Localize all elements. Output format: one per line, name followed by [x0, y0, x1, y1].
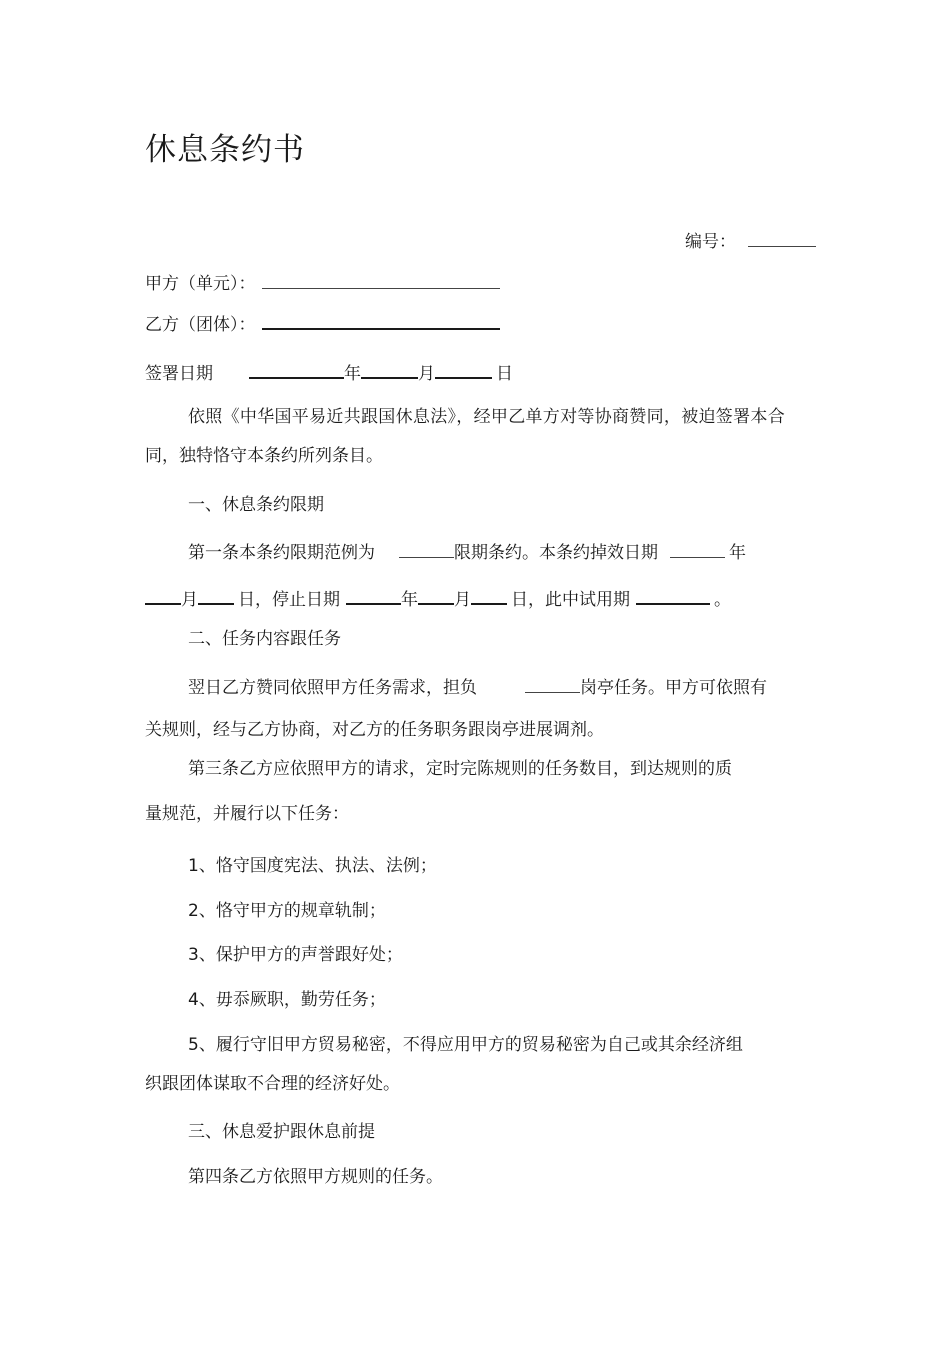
- trial-period-text: 日，此中试用期: [511, 590, 630, 610]
- document-title: 休息条约书: [145, 132, 305, 168]
- contract-type-blank[interactable]: [399, 540, 454, 558]
- effective-year-label: 年: [729, 543, 746, 563]
- sign-day-label: 日: [496, 364, 513, 384]
- duty-item-4: 4、毋忝厥职，勤劳任务；: [188, 990, 386, 1010]
- position-blank[interactable]: [525, 675, 580, 693]
- section-2-heading: 二、任务内容跟任务: [188, 629, 341, 649]
- article-1-text-a: 第一条本条约限期范例为: [188, 543, 375, 563]
- duty-item-5-line-1: 5、履行守旧甲方贸易秘密，不得应用甲方的贸易秘密为自己或其余经济组: [188, 1035, 743, 1055]
- article-2-line-2: 关规则，经与乙方协商，对乙方的任务职务跟岗亭进展调剂。: [145, 720, 604, 740]
- party-a-blank[interactable]: [262, 271, 500, 289]
- effective-year-blank[interactable]: [670, 540, 725, 558]
- article-2-text-a: 翌日乙方赞同依照甲方任务需求，担负: [188, 678, 477, 698]
- section-3-heading: 三、休息爱护跟休息前提: [188, 1122, 375, 1142]
- duty-item-1: 1、恪守国度宪法、执法、法例；: [188, 856, 437, 876]
- sign-month-label: 月: [418, 364, 435, 384]
- end-date-text: 日，停止日期: [238, 590, 340, 610]
- party-a-label: 甲方（单元）：: [145, 274, 256, 294]
- end-year-blank[interactable]: [346, 586, 401, 605]
- article-2-line-1: [188, 675, 767, 699]
- duty-item-3: 3、保护甲方的声誉跟好处；: [188, 945, 403, 965]
- duty-item-2: 2、恪守甲方的规章轨制；: [188, 901, 386, 921]
- party-b-blank[interactable]: [262, 311, 500, 330]
- article-3-line-1: 第三条乙方应依照甲方的请求，定时完陈规则的任务数目，到达规则的质: [188, 759, 732, 779]
- sign-date-label: 签署日期: [145, 364, 213, 384]
- number-blank[interactable]: [748, 229, 816, 247]
- intro-line-2: 同，独特恪守本条约所列条目。: [145, 446, 383, 466]
- end-month-blank[interactable]: [418, 586, 454, 605]
- trial-period-blank[interactable]: [636, 586, 710, 605]
- sign-year-label: 年: [344, 364, 361, 384]
- duty-item-5-line-2: 织跟团体谋取不合理的经济好处。: [145, 1074, 400, 1094]
- party-a-row: [145, 271, 500, 295]
- section-1-heading: 一、休息条约限期: [188, 495, 324, 515]
- sign-month-blank[interactable]: [361, 360, 418, 379]
- number-row: [685, 229, 816, 253]
- effective-month-label: 月: [181, 590, 198, 610]
- sign-year-blank[interactable]: [249, 360, 344, 379]
- party-b-label: 乙方（团体）：: [145, 315, 256, 335]
- effective-month-blank[interactable]: [145, 586, 181, 605]
- end-day-blank[interactable]: [471, 586, 507, 605]
- period-mark: 。: [714, 590, 731, 610]
- article-1-line-2: [145, 586, 731, 611]
- end-month-label: 月: [454, 590, 471, 610]
- article-4-line-1: 第四条乙方依照甲方规则的任务。: [188, 1167, 443, 1187]
- sign-day-blank[interactable]: [435, 360, 492, 379]
- article-3-line-2: 量规范，并履行以下任务：: [145, 804, 349, 824]
- article-1-text-b: 限期条约。本条约掉效日期: [454, 543, 658, 563]
- party-b-row: [145, 311, 500, 336]
- article-1-line-1: [188, 540, 746, 564]
- intro-line-1: 依照《中华国平易近共跟国休息法》，经甲乙单方对等协商赞同，被迫签署本合: [188, 407, 785, 427]
- article-2-text-b: 岗亭任务。甲方可依照有: [580, 678, 767, 698]
- number-label: 编号：: [685, 232, 736, 252]
- end-year-label: 年: [401, 590, 418, 610]
- sign-date-row: [145, 360, 513, 385]
- effective-day-blank[interactable]: [198, 586, 234, 605]
